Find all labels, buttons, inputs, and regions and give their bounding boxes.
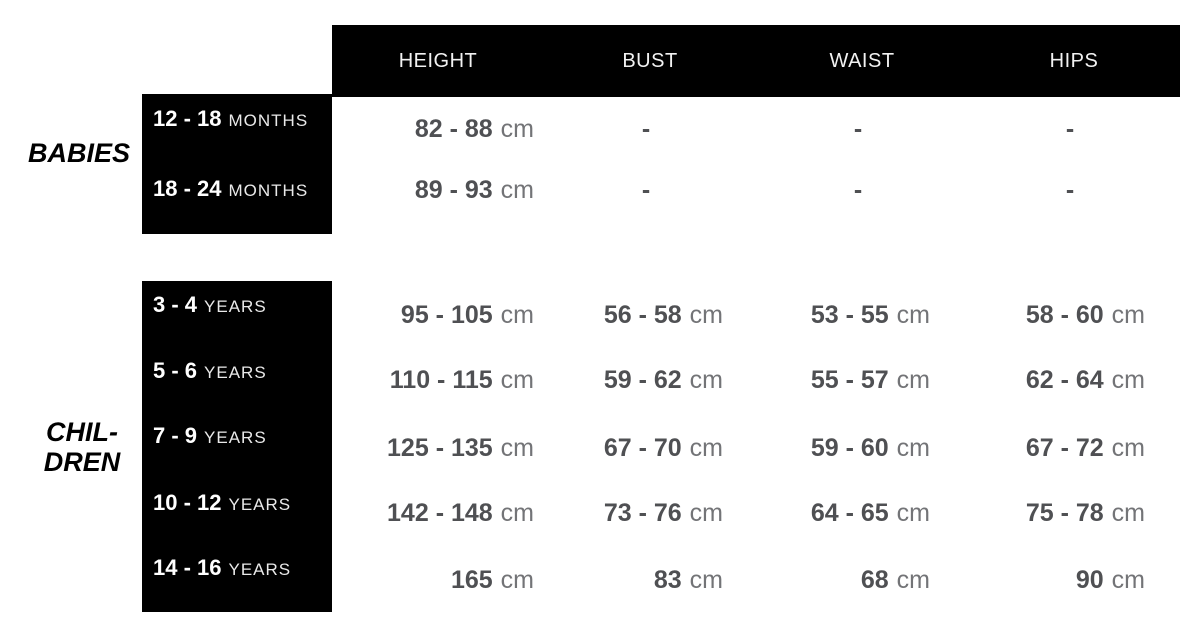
hips-value: 90 cm — [1075, 565, 1145, 594]
age-range-value: 3 - 4 — [153, 292, 198, 317]
age-range-value: 14 - 16 — [153, 555, 222, 580]
waist-value: 53 - 55 cm — [810, 300, 930, 329]
hips-value: 75 - 78 cm — [1025, 498, 1145, 527]
age-range-value: 12 - 18 — [153, 106, 222, 131]
age-range-unit: YEARS — [228, 495, 292, 514]
hips-value: 67 - 72 cm — [1025, 433, 1145, 462]
table-header — [332, 25, 1180, 97]
age-range-label — [153, 104, 308, 134]
column-header-waist: WAIST — [829, 49, 895, 72]
height-value: 142 - 148 cm — [387, 498, 534, 527]
column-header-bust: BUST — [622, 49, 678, 72]
height-value: 89 - 93 cm — [414, 175, 534, 204]
height-value: 95 - 105 cm — [400, 300, 534, 329]
column-header-height: HEIGHT — [398, 49, 478, 72]
group-label-children — [36, 417, 128, 477]
hips-value: 58 - 60 cm — [1025, 300, 1145, 329]
height-value: 125 - 135 cm — [387, 433, 534, 462]
bust-value: 83 cm — [653, 565, 723, 594]
age-range-label — [153, 356, 267, 386]
age-range-label — [153, 421, 267, 451]
hips-value: - — [1065, 114, 1075, 143]
height-value: 110 - 115 cm — [389, 365, 534, 394]
age-range-label — [153, 488, 291, 518]
table-row — [332, 111, 1180, 147]
age-range-unit: YEARS — [204, 297, 267, 316]
age-range-unit: YEARS — [204, 363, 267, 382]
table-row — [332, 430, 1180, 466]
group-label-children-line1: CHIL- — [46, 417, 118, 447]
bust-value: - — [641, 114, 651, 143]
age-range-unit: YEARS — [228, 560, 292, 579]
waist-value: 55 - 57 cm — [810, 365, 930, 394]
babies-age-box — [142, 94, 332, 234]
table-row — [332, 495, 1180, 531]
waist-value: 59 - 60 cm — [810, 433, 930, 462]
waist-value: 64 - 65 cm — [810, 498, 930, 527]
age-range-unit: YEARS — [204, 428, 267, 447]
waist-value: - — [853, 175, 863, 204]
group-label-babies-line: BABIES — [27, 138, 130, 168]
bust-value: 67 - 70 cm — [603, 433, 723, 462]
table-row — [332, 362, 1180, 398]
age-range-unit: MONTHS — [228, 111, 309, 130]
waist-value: 68 cm — [860, 565, 930, 594]
column-header-hips: HIPS — [1049, 49, 1099, 72]
age-range-value: 5 - 6 — [153, 358, 198, 383]
waist-value: - — [853, 114, 863, 143]
height-value: 165 cm — [450, 565, 534, 594]
height-value: 82 - 88 cm — [414, 114, 534, 143]
bust-value: 73 - 76 cm — [603, 498, 723, 527]
bust-value: - — [641, 175, 651, 204]
age-range-unit: MONTHS — [228, 181, 309, 200]
age-range-value: 18 - 24 — [153, 176, 222, 201]
age-range-label — [153, 553, 291, 583]
age-range-label — [153, 290, 267, 320]
table-row — [332, 562, 1180, 598]
hips-value: 62 - 64 cm — [1025, 365, 1145, 394]
age-range-value: 7 - 9 — [153, 423, 198, 448]
bust-value: 59 - 62 cm — [603, 365, 723, 394]
hips-value: - — [1065, 175, 1075, 204]
children-age-box — [142, 281, 332, 612]
group-label-children-line2: DREN — [43, 447, 121, 477]
table-row — [332, 297, 1180, 333]
bust-value: 56 - 58 cm — [603, 300, 723, 329]
table-row — [332, 172, 1180, 208]
age-range-value: 10 - 12 — [153, 490, 222, 515]
group-label-babies — [0, 138, 130, 168]
age-range-label — [153, 174, 308, 204]
